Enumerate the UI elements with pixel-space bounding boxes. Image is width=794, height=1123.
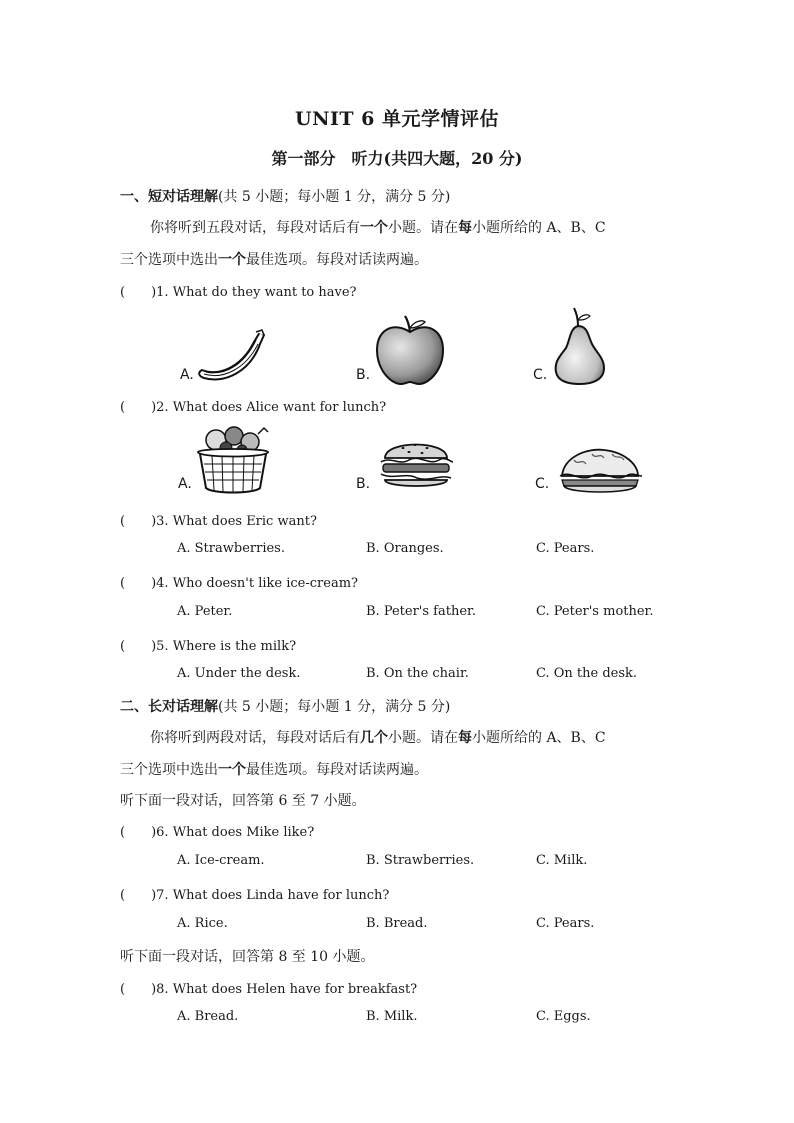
q6-option-b[interactable]: B. Strawberries. [366, 853, 475, 868]
instr-text: 三个选项中选出 [120, 252, 218, 268]
q5-option-a[interactable]: A. Under the desk. [177, 666, 301, 681]
answer-blank[interactable]: ( ) [120, 888, 157, 903]
section2-instruction-line1 [150, 727, 606, 747]
instr-emphasis: 一个 [360, 220, 388, 236]
question-text: What does Alice want for lunch? [172, 400, 387, 415]
q2-option-c-letter[interactable]: C. [535, 476, 550, 492]
question-text: What does Mike like? [172, 825, 315, 840]
instr-text: 小题。请在 [388, 220, 458, 236]
q7-option-c[interactable]: C. Pears. [536, 916, 595, 931]
banana-icon[interactable] [198, 326, 268, 384]
question-1 [120, 281, 357, 300]
answer-blank[interactable]: ( ) [120, 514, 157, 529]
q6-option-a[interactable]: A. Ice-cream. [177, 853, 265, 868]
fruit-basket-icon[interactable] [194, 424, 272, 496]
q8-option-c[interactable]: C. Eggs. [536, 1009, 591, 1024]
answer-blank[interactable]: ( ) [120, 285, 157, 300]
question-number: 3. [156, 514, 169, 529]
instr-text: 小题所给的 A、B、C [472, 730, 606, 746]
instr-text: 最佳选项。每段对话读两遍。 [246, 762, 428, 778]
q4-option-b[interactable]: B. Peter's father. [366, 604, 476, 619]
section1-instruction-line2 [120, 249, 428, 269]
q2-option-a-letter[interactable]: A. [178, 476, 192, 492]
question-4 [120, 572, 358, 591]
instr-text: 最佳选项。每段对话读两遍。 [246, 252, 428, 268]
instr-emphasis: 一个 [218, 252, 246, 268]
instr-emphasis: 几个 [360, 730, 388, 746]
section2-instruction-line2 [120, 759, 428, 779]
q5-option-b[interactable]: B. On the chair. [366, 666, 469, 681]
answer-blank[interactable]: ( ) [120, 639, 157, 654]
q7-option-a[interactable]: A. Rice. [177, 916, 228, 931]
question-text: Who doesn't like ice-cream? [172, 576, 358, 591]
q4-option-a[interactable]: A. Peter. [177, 604, 233, 619]
q4-option-c[interactable]: C. Peter's mother. [536, 604, 654, 619]
answer-blank[interactable]: ( ) [120, 400, 157, 415]
section1-title: 一、短对话理解 [120, 189, 218, 205]
q2-option-b-letter[interactable]: B. [356, 476, 371, 492]
section2-note: (共 5 小题；每小题 1 分，满分 5 分) [218, 699, 451, 715]
pear-icon[interactable] [552, 306, 608, 386]
question-text: What does Eric want? [172, 514, 317, 529]
question-text: What does Helen have for breakfast? [172, 982, 418, 997]
instr-emphasis: 每 [458, 220, 472, 236]
question-number: 6. [156, 825, 169, 840]
instr-text: 你将听到两段对话，每段对话后有 [150, 730, 360, 746]
question-5 [120, 635, 296, 654]
instr-text: 你将听到五段对话，每段对话后有 [150, 220, 360, 236]
instr-emphasis: 一个 [218, 762, 246, 778]
instr-text: 小题所给的 A、B、C [472, 220, 606, 236]
section2-title: 二、长对话理解 [120, 699, 218, 715]
page-title: UNIT 6 单元学情评估 [295, 108, 499, 130]
question-number: 7. [156, 888, 169, 903]
q1-option-a-letter[interactable]: A. [180, 367, 194, 383]
dialog2-intro: 听下面一段对话，回答第 8 至 10 小题。 [120, 949, 375, 965]
section1-heading [120, 186, 450, 206]
question-number: 4. [156, 576, 169, 591]
instr-text: 三个选项中选出 [120, 762, 218, 778]
question-8 [120, 978, 417, 997]
q5-option-c[interactable]: C. On the desk. [536, 666, 638, 681]
q3-option-a[interactable]: A. Strawberries. [177, 541, 285, 556]
question-text: What do they want to have? [172, 285, 357, 300]
q1-option-c-letter[interactable]: C. [533, 367, 548, 383]
part-heading: 第一部分 听力(共四大题，20 分) [271, 149, 523, 168]
q6-option-c[interactable]: C. Milk. [536, 853, 588, 868]
question-text: Where is the milk? [172, 639, 297, 654]
q1-option-b-letter[interactable]: B. [356, 367, 371, 383]
q3-option-c[interactable]: C. Pears. [536, 541, 595, 556]
q8-option-b[interactable]: B. Milk. [366, 1009, 418, 1024]
question-3 [120, 510, 317, 529]
answer-blank[interactable]: ( ) [120, 982, 157, 997]
question-number: 8. [156, 982, 169, 997]
question-number: 2. [156, 400, 169, 415]
question-number: 5. [156, 639, 169, 654]
instr-text: 小题。请在 [388, 730, 458, 746]
apple-icon[interactable] [375, 314, 445, 386]
dialog1-intro: 听下面一段对话，回答第 6 至 7 小题。 [120, 793, 366, 809]
answer-blank[interactable]: ( ) [120, 825, 157, 840]
q7-option-b[interactable]: B. Bread. [366, 916, 428, 931]
sandwich-icon[interactable] [558, 446, 644, 496]
hamburger-icon[interactable] [377, 434, 455, 492]
section1-instruction-line1 [150, 217, 606, 237]
question-7 [120, 884, 389, 903]
question-6 [120, 821, 314, 840]
answer-blank[interactable]: ( ) [120, 576, 157, 591]
instr-emphasis: 每 [458, 730, 472, 746]
question-text: What does Linda have for lunch? [172, 888, 390, 903]
section2-heading [120, 696, 450, 716]
question-2 [120, 396, 386, 415]
q3-option-b[interactable]: B. Oranges. [366, 541, 444, 556]
section1-note: (共 5 小题；每小题 1 分，满分 5 分) [218, 189, 451, 205]
q8-option-a[interactable]: A. Bread. [177, 1009, 239, 1024]
question-number: 1. [156, 285, 169, 300]
